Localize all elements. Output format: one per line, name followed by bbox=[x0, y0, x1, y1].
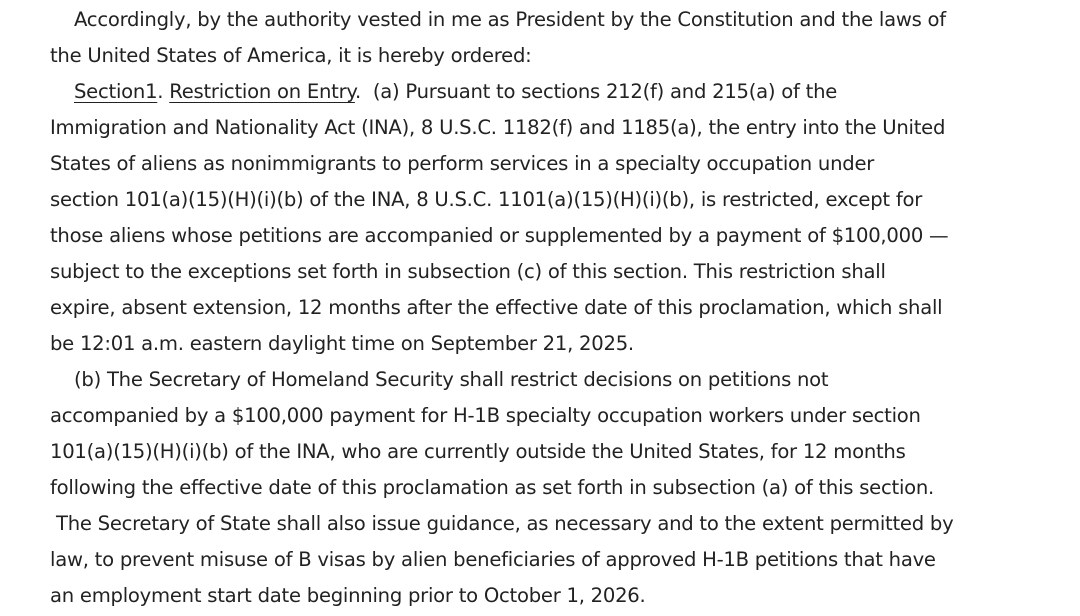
para-b-line: The Secretary of State shall also issue guidance, as necessary and to the extent permitted by bbox=[56, 512, 954, 535]
para-b-line: 101(a)(15)(H)(i)(b) of the INA, who are currently outside the United States, for 12 months bbox=[50, 440, 906, 463]
para-b-line: following the effective date of this proclamation as set forth in subsection (a) of this section. bbox=[50, 476, 935, 499]
section-separator: . bbox=[157, 80, 170, 103]
intro-line: Accordingly, by the authority vested in me as President by the Constitution and the laws of bbox=[74, 8, 946, 31]
para-b-line: accompanied by a $100,000 payment for H-1B specialty occupation workers under section bbox=[50, 404, 921, 427]
para-a-line: subject to the exceptions set forth in subsection (c) of this section. This restriction shall bbox=[50, 260, 886, 283]
para-a-line: expire, absent extension, 12 months after the effective date of this proclamation, which shall bbox=[50, 296, 943, 319]
para-a-line: those aliens whose petitions are accompanied or supplemented by a payment of $100,000 — bbox=[50, 224, 949, 247]
document-body bbox=[50, 2, 1040, 614]
section-word: Section bbox=[74, 80, 146, 103]
para-a-line: States of aliens as nonimmigrants to perform services in a specialty occupation under bbox=[50, 152, 875, 175]
para-b-line: (b) The Secretary of Homeland Security shall restrict decisions on petitions not bbox=[74, 368, 829, 391]
para-a-line: be 12:01 a.m. eastern daylight time on September 21, 2025. bbox=[50, 332, 634, 355]
section-label bbox=[74, 80, 157, 103]
para-a-line: section 101(a)(15)(H)(i)(b) of the INA, 8 U.S.C. 1101(a)(15)(H)(i)(b), is restricted, except for bbox=[50, 188, 923, 211]
para-a-line: Immigration and Nationality Act (INA), 8 U.S.C. 1182(f) and 1185(a), the entry into the United bbox=[50, 116, 946, 139]
para-b-line: an employment start date beginning prior to October 1, 2026. bbox=[50, 584, 646, 607]
intro-line: the United States of America, it is hereby ordered: bbox=[50, 44, 532, 67]
section-number: 1 bbox=[145, 80, 158, 103]
para-a-line: (a) Pursuant to sections 212(f) and 215(a) of the bbox=[372, 80, 838, 103]
section-1-first-line bbox=[50, 74, 1040, 110]
heading-separator: . bbox=[354, 80, 373, 103]
section-heading: Restriction on Entry bbox=[169, 80, 355, 103]
para-b-line: law, to prevent misuse of B visas by alien beneficiaries of approved H-1B petitions that have bbox=[50, 548, 936, 571]
